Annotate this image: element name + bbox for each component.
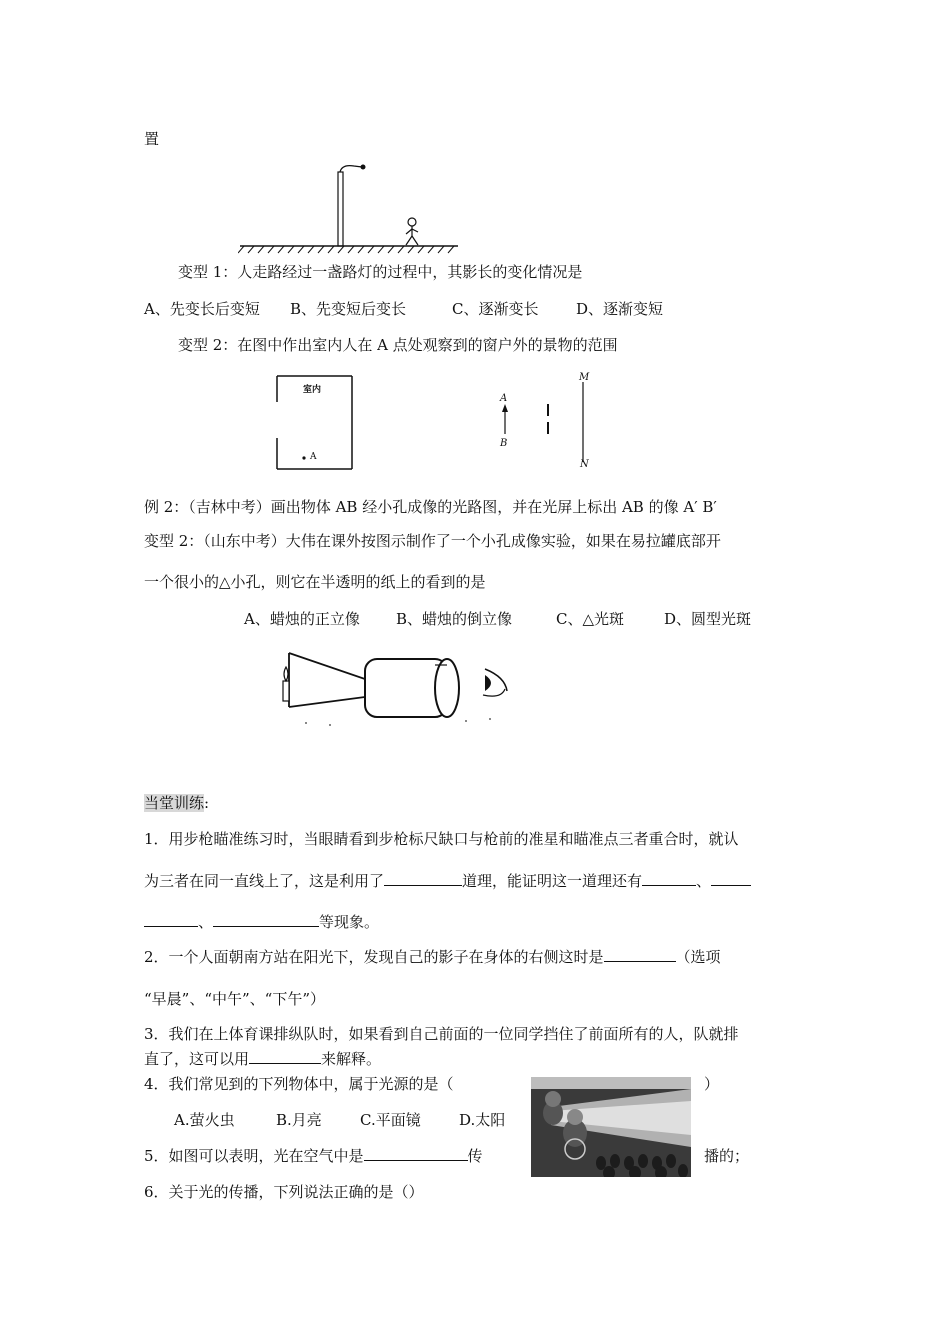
q5-c: 播的； [704,1147,750,1165]
q3-line2-b: 来解释。 [321,1050,382,1068]
q1-line2-c: 、 [696,872,712,890]
q1-line1: 1．用步枪瞄准练习时，当眼睛看到步枪标尺缺口与枪前的准星和瞄准点三者重合时，就认 [144,830,739,848]
variant1-option-b: B、先变短后变长 [290,300,407,318]
q4-option-b: B.月亮 [276,1111,322,1129]
q1-blank-3-cont[interactable] [144,912,198,927]
q2-line1 [144,947,721,967]
q4-option-a: A.萤火虫 [174,1111,235,1129]
object-label-a: A [500,393,508,404]
screen-label-m: M [579,372,590,383]
object-label-b: B [500,438,508,449]
q1-blank-4[interactable] [213,912,319,927]
q4-close: ） [704,1075,720,1093]
variant2b-option-d: D、圆型光斑 [664,610,752,628]
q1-blank-3[interactable] [711,871,751,886]
q1-blank-1[interactable] [384,871,462,886]
cinema-light-beam-photo [531,1077,691,1177]
pinhole-ray-figure [495,370,595,470]
screen-label-n: N [580,459,589,470]
q3-line2-a: 直了，这可以用 [144,1050,250,1068]
variant2b-line2: 一个很小的△小孔，则它在半透明的纸上的看到的是 [144,573,486,591]
q5-b: 传 [467,1147,483,1165]
cinema-photo-drawing [531,1077,691,1177]
q1-line2-a: 为三者在同一直线上了，这是利用了 [144,872,385,890]
q2-line2: “早晨”、“中午”、“下午”） [144,990,326,1008]
variant2b-option-b: B、蜡烛的倒立像 [396,610,513,628]
q4-stem: 4．我们常见到的下列物体中，属于光源的是（ [144,1075,454,1093]
q2-blank[interactable] [604,947,676,962]
variant2b-line1: 变型 2：（山东中考）大伟在课外按图示制作了一个小孔成像实验，如果在易拉罐底部开 [144,532,721,550]
variant2b-option-c: C、△光斑 [556,610,625,628]
training-heading-colon: : [204,794,210,812]
q1-line3-a: 、 [198,913,214,931]
q3-blank[interactable] [249,1049,321,1064]
q3-line2 [144,1049,381,1069]
q1-line3-b: 等现象。 [319,913,380,931]
point-a-label: A [310,452,317,462]
q1-blank-2[interactable] [642,871,696,886]
q6-text: 6．关于光的传播，下列说法正确的是（） [144,1183,424,1201]
q5-blank[interactable] [364,1146,468,1161]
street-lamp-figure [238,160,460,255]
variant1-option-d: D、逐渐变短 [576,300,664,318]
q2-line1-a: 2．一个人面朝南方站在阳光下，发现自己的影子在身体的右侧这时是 [144,948,604,966]
variant1-option-c: C、逐渐变长 [452,300,539,318]
variant1-question: 变型 1：人走路经过一盏路灯的过程中，其影长的变化情况是 [178,263,583,281]
variant2a-question: 变型 2：在图中作出室内人在 A 点处观察到的窗户外的景物的范围 [178,336,618,354]
training-heading [144,793,209,813]
q1-line3 [144,912,379,932]
q1-line2 [144,871,751,891]
candle-can-eye-figure [275,645,520,727]
q4-option-d: D.太阳 [459,1111,506,1129]
q5-line [144,1146,483,1166]
text-fragment: 置 [144,130,160,148]
variant2b-option-a: A、蜡烛的正立像 [244,610,360,628]
example2-text: 例 2：（吉林中考）画出物体 AB 经小孔成像的光路图，并在光屏上标出 AB 的像 A′ B′ [144,498,717,516]
variant1-option-a: A、先变长后变短 [144,300,260,318]
q1-line2-b: 道理，能证明这一道理还有 [462,872,643,890]
room-label: 室内 [303,385,322,395]
q3-line1: 3．我们在上体育课排纵队时，如果看到自己前面的一位同学挡住了前面所有的人，队就排 [144,1025,739,1043]
q2-line1-b: （选项 [675,948,721,966]
q4-option-c: C.平面镜 [360,1111,421,1129]
q5-a: 5．如图可以表明，光在空气中是 [144,1147,364,1165]
training-heading-text: 当堂训练 [144,794,205,812]
